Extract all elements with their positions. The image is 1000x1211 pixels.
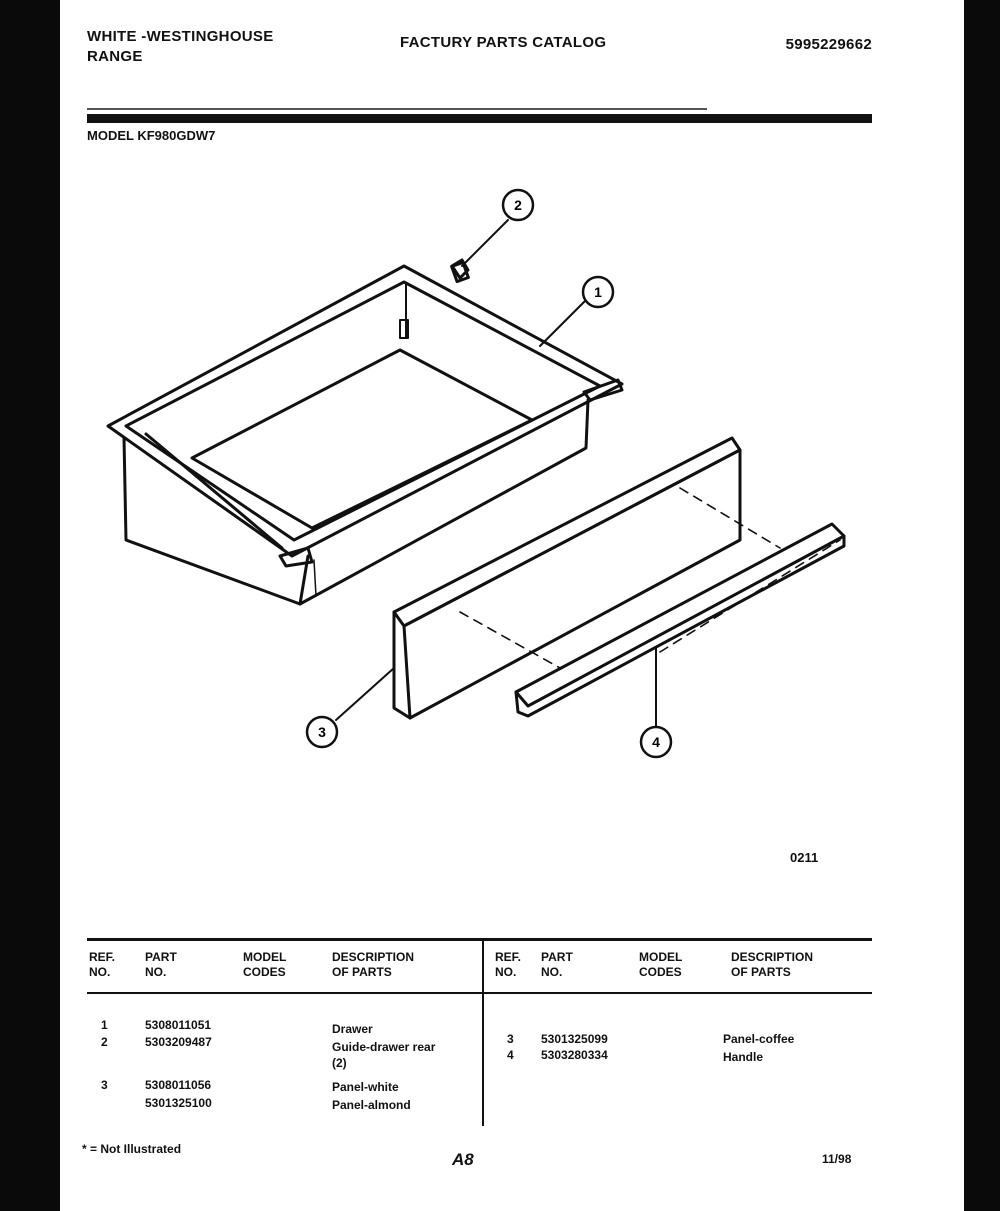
exploded-parts-diagram: [60, 0, 964, 900]
row-description: Handle: [723, 1050, 764, 1064]
callout-2: 2: [514, 197, 522, 213]
col-header-part-left: [145, 950, 177, 980]
col-header-line: PART: [145, 950, 177, 964]
row-ref: 2: [101, 1035, 108, 1049]
col-header-line: REF.: [495, 950, 522, 964]
row-ref: 3: [507, 1032, 514, 1046]
row-description: Guide-drawer rear: [332, 1040, 436, 1054]
col-header-model-right: [639, 950, 682, 980]
row-part-number: 5303209487: [145, 1035, 212, 1049]
col-header-line: NO.: [541, 965, 563, 979]
row-part-number: 5301325100: [145, 1096, 212, 1110]
callout-4: 4: [652, 734, 660, 750]
col-header-line: DESCRIPTION: [332, 950, 415, 964]
revision-date: 11/98: [822, 1152, 852, 1166]
product-type: RANGE: [87, 48, 143, 65]
col-header-part-right: [541, 950, 573, 980]
col-header-line: CODES: [243, 965, 286, 979]
row-part-number: 5301325099: [541, 1032, 608, 1046]
row-ref: 3: [101, 1078, 108, 1092]
model-number: MODEL KF980GDW7: [87, 128, 216, 143]
parts-table: [87, 938, 872, 1126]
scan-border-left: [0, 0, 60, 1211]
col-header-desc-right: [731, 950, 813, 980]
col-header-line: NO.: [89, 965, 111, 979]
not-illustrated-note: * = Not Illustrated: [82, 1142, 182, 1156]
col-header-desc-left: [332, 950, 414, 980]
table-rule-top: [87, 938, 872, 941]
row-description: Panel-white: [332, 1080, 399, 1094]
brand-name: WHITE -WESTINGHOUSE: [87, 28, 274, 45]
row-description-cont: (2): [332, 1056, 347, 1070]
document-number: 5995229662: [785, 36, 872, 53]
col-header-line: OF PARTS: [731, 965, 791, 979]
row-description: Panel-almond: [332, 1098, 411, 1112]
catalog-page: [60, 0, 964, 1211]
figure-code: 0211: [790, 850, 819, 865]
row-description: Drawer: [332, 1022, 373, 1036]
col-header-line: MODEL: [639, 950, 683, 964]
col-header-line: PART: [541, 950, 573, 964]
table-rule-header: [87, 992, 872, 994]
col-header-ref-left: [89, 950, 115, 980]
col-header-line: MODEL: [243, 950, 287, 964]
page-number: A8: [452, 1150, 474, 1169]
row-part-number: 5308011056: [145, 1078, 212, 1092]
col-header-ref-right: [495, 950, 521, 980]
drawer-illustration: [60, 0, 964, 900]
col-header-line: REF.: [89, 950, 116, 964]
callout-3: 3: [318, 724, 326, 740]
scan-border-right: [964, 0, 1000, 1211]
row-ref: 1: [101, 1018, 108, 1032]
table-column-divider: [482, 938, 484, 1126]
col-header-line: DESCRIPTION: [731, 950, 814, 964]
col-header-line: NO.: [495, 965, 517, 979]
col-header-line: NO.: [145, 965, 167, 979]
catalog-title: FACTURY PARTS CATALOG: [400, 34, 607, 51]
callout-1: 1: [594, 284, 602, 300]
row-part-number: 5303280334: [541, 1048, 608, 1062]
row-description: Panel-coffee: [723, 1032, 795, 1046]
col-header-line: OF PARTS: [332, 965, 392, 979]
row-ref: 4: [507, 1048, 514, 1062]
col-header-model-left: [243, 950, 286, 980]
col-header-line: CODES: [639, 965, 682, 979]
panel-part-3: [394, 438, 780, 718]
row-part-number: 5308011051: [145, 1018, 212, 1032]
